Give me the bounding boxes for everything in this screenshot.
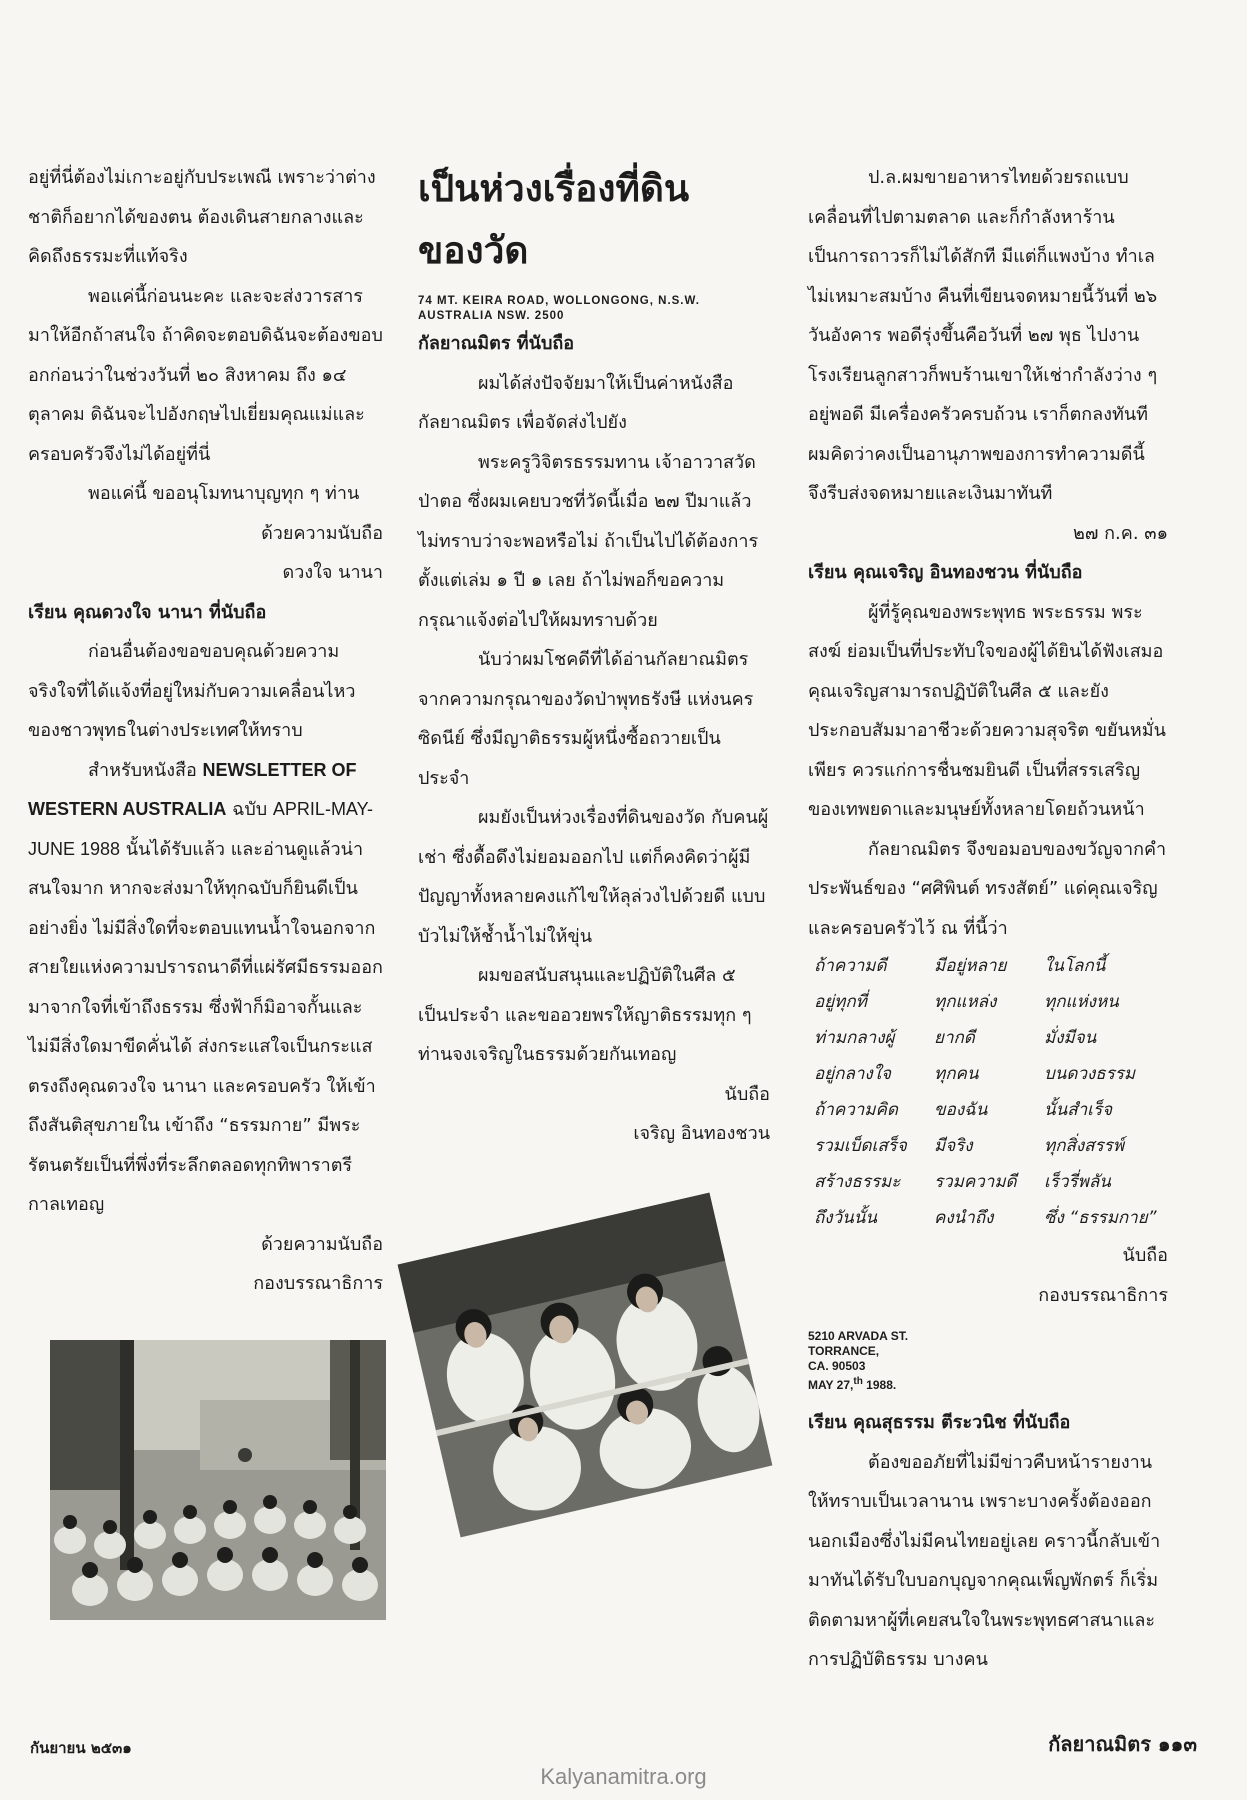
title-line: เป็นห่วงเรื่องที่ดิน [418, 167, 690, 210]
reply-paragraph [28, 751, 383, 1225]
poem-verse: ท่ามกลางผู้ [814, 1028, 895, 1048]
sender-address: 74 MT. KEIRA ROAD, WOLLONGONG, N.S.W. AUSTRALIA NSW. 2500 [418, 295, 700, 322]
text: สำหรับหนังสือ [88, 759, 197, 781]
date-year: 1988. [866, 1378, 897, 1392]
reply-closing: นับถือ [1122, 1245, 1168, 1266]
poem-verse: นั้นสำเร็จ [1044, 1100, 1113, 1120]
issue-date: APRIL-MAY-JUNE 1988 [28, 799, 373, 859]
poem-verse: ทุกสิ่งสรรพ์ [1044, 1136, 1125, 1156]
poem-verse: บนดวงธรรม [1044, 1064, 1136, 1084]
poem-verse: มั่งมีจน [1044, 1028, 1097, 1048]
poem-verse: รวมความดี [934, 1172, 1017, 1192]
photo-outdoor-meditation [50, 1340, 386, 1620]
poem-verse: ทุกแห่งหน [1044, 992, 1119, 1012]
reply-salutation: เรียน คุณเจริญ อินทองชวน ที่นับถือ [808, 562, 1083, 583]
poem-verse: ถ้าความดี [814, 956, 887, 976]
poem-verse: ยากดี [934, 1028, 975, 1048]
date-suffix: th [853, 1376, 863, 1387]
letter-paragraph: พระครูวิจิตรธรรมทาน เจ้าอาวาสวัดป่าตอ ซึ่งผมเคยบวชที่วัดนี้เมื่อ ๒๗ ปีมาแล้ว ไม่ทราบว่าจะพอหรือไม่ ถ้าเป็นไปได้ต้องการตั้งแต่เล่ม ๑ ปี ๑ เลย ถ้าไม่พอก็ขอความกรุณาแจ้งต่อไปให้ผมทราบด้วย [418, 451, 759, 631]
letter-salutation: เรียน คุณสุธรรม ตีระวนิช ที่นับถือ [808, 1412, 1071, 1433]
poem-verse: ในโลกนี้ [1044, 956, 1106, 976]
photo-women-in-white [395, 1185, 775, 1545]
letter-paragraph: พอแค่นี้ ขออนุโมทนาบุญทุก ๆ ท่าน [88, 483, 360, 504]
column-middle [418, 158, 770, 1154]
poem-verse: มีจริง [934, 1136, 973, 1156]
reply-signature: กองบรรณาธิการ [253, 1273, 383, 1294]
poem-verse: มีอยู่หลาย [934, 956, 1007, 976]
text: ฉบับ [232, 799, 268, 820]
address-date [808, 1374, 1168, 1393]
address-line: CA. 90503 [808, 1359, 866, 1373]
poem-verse: สร้างธรรมะ [814, 1172, 901, 1192]
letter-closing: นับถือ [724, 1083, 770, 1105]
poem-verse: รวมเบ็ดเสร็จ [814, 1136, 907, 1156]
article-title [418, 158, 770, 282]
footer-page-number: กัลยาณมิตร ๑๑๓ [1048, 1732, 1197, 1756]
letter-paragraph: อยู่ที่นี่ต้องไม่เกาะอยู่กับประเพณี เพราะว่าต่างชาติก็อยากได้ของตน ต้องเดินสายกลางและคิดถึงธรรมะที่แท้จริง [28, 167, 376, 267]
column-left [28, 158, 383, 1304]
reply-salutation: เรียน คุณดวงใจ นานา ที่นับถือ [28, 601, 267, 623]
date-text: MAY 27, [808, 1378, 854, 1392]
poem-verse: อยู่ทุกที่ [814, 992, 867, 1012]
address-line: 5210 ARVADA ST. [808, 1329, 909, 1343]
title-line: ของวัด [418, 229, 529, 272]
reply-signature: กองบรรณาธิการ [1038, 1284, 1168, 1306]
poem [814, 948, 1168, 1236]
letter-signature: ดวงใจ นานา [282, 562, 383, 583]
reply-paragraph: ผู้ที่รู้คุณของพระพุทธ พระธรรม พระสงฆ์ ย่อมเป็นที่ประทับใจของผู้ได้ยินได้ฟังเสมอ คุณเจริญสามารถปฏิบัติในศีล ๕ และยังประกอบสัมมาอาชีวะด้วยความสุจริต ขยันหมั่นเพียร ควรแก่การชื่นชมยินดี เป็นที่สรรเสริญของเทพยดาและมนุษย์ทั้งหลายโดยถ้วนหน้า [808, 601, 1166, 820]
sender-address-2 [808, 1329, 1168, 1393]
letter-paragraph: ผมขอสนับสนุนและปฏิบัติในศีล ๕ เป็นประจำ และขออวยพรให้ญาติธรรมทุก ๆ ท่านจงเจริญในธรรมด้วยกันเทอญ [418, 965, 752, 1065]
newsletter-name: NEWSLETTER OF WESTERN AUSTRALIA [28, 759, 357, 819]
reply-closing: ด้วยความนับถือ [261, 1233, 383, 1255]
poem-verse: ซึ่ง “ธรรมกาย” [1044, 1208, 1157, 1228]
text: นั้นได้รับแล้ว และอ่านดูแล้วน่าสนใจมาก หากจะส่งมาให้ทุกฉบับก็ยินดีเป็นอย่างยิ่ง ไม่มีสิ่งใดที่จะตอบแทนน้ำใจนอกจากสายใยแห่งความปรารถนาดีที่แผ่รัศมีธรรมออกมาจากใจที่เข้าถึงธรรม ซึ่งฟ้าก็มิอาจกั้นและไม่มีสิ่งใดมาขีดคั่นได้ ส่งกระแสใจเป็นกระแสตรงถึงคุณดวงใจ นานา และครอบครัว ให้เข้าถึงสันติสุขภายใน เข้าถึง “ธรรมกาย” มีพระรัตนตรัยเป็นที่พึ่งที่ระลึกตลอดทุกทิพาราตรีกาลเทอญ [28, 838, 383, 1215]
letter-closing: ด้วยความนับถือ [261, 522, 383, 544]
letter-salutation: กัลยาณมิตร ที่นับถือ [418, 333, 575, 354]
letter-paragraph: นับว่าผมโชคดีที่ได้อ่านกัลยาณมิตรจากความกรุณาของวัดป่าพุทธรังษี แห่งนครซิดนีย์ ซึ่งมีญาติธรรมผู้หนึ่งซื้อถวายเป็นประจำ [418, 649, 754, 789]
poem-verse: ของฉัน [934, 1100, 988, 1120]
letter-paragraph: ต้องขออภัยที่ไม่มีข่าวคืบหน้ารายงานให้ทราบเป็นเวลานาน เพราะบางครั้งต้องออกนอกเมืองซึ่งไม่มีคนไทยอยู่เลย คราวนี้กลับเข้ามาทันได้รับใบบอกบุญจากคุณเพ็ญพักตร์ ก็เริ่มติดตามหาผู้ที่เคยสนใจในพระพุทธศาสนาและการปฏิบัติธรรม บางคน [808, 1451, 1161, 1670]
poem-verse: ถึงวันนั้น [814, 1208, 878, 1228]
poem-verse: เร็วรี่พลัน [1044, 1172, 1111, 1192]
poem-verse: คงนำถึง [934, 1208, 994, 1228]
poem-verse: อยู่กลางใจ [814, 1064, 891, 1084]
reply-paragraph: กัลยาณมิตร จึงขอมอบของขวัญจากคำประพันธ์ของ “ศศิพินต์ ทรงสัตย์” แด่คุณเจริญและครอบครัวไว้ ณ ที่นี้ว่า [808, 838, 1167, 939]
watermark: Kalyanamitra.org [540, 1764, 707, 1789]
postscript-paragraph: ป.ล.ผมขายอาหารไทยด้วยรถแบบเคลื่อนที่ไปตามตลาด และก็กำลังหาร้านเป็นการถาวรก็ไม่ได้สักที มีแต่ก็แพงบ้าง ทำเลไม่เหมาะสมบ้าง คืนที่เขียนจดหมายนี้วันที่ ๒๖ วันอังคาร พอดีรุ่งขึ้นคือวันที่ ๒๗ พุธ ไปงานโรงเรียนลูกสาวก็พบร้านเขาให้เช่ากำลังว่าง ๆ อยู่พอดี มีเครื่องครัวครบถ้วน เราก็ตกลงทันที ผมคิดว่าคงเป็นอานุภาพของการทำความดีนี้ จึงรีบส่งจดหมายและเงินมาทันที [808, 167, 1158, 504]
reply-paragraph: ก่อนอื่นต้องขอขอบคุณด้วยความจริงใจที่ได้แจ้งที่อยู่ใหม่กับความเคลื่อนไหวของชาวพุทธในต่างประเทศให้ทราบ [28, 641, 356, 741]
address-line: TORRANCE, [808, 1344, 880, 1358]
column-right [808, 158, 1168, 1680]
letter-date: ๒๗ ก.ค. ๓๑ [1073, 522, 1168, 544]
letter-paragraph: ผมยังเป็นห่วงเรื่องที่ดินของวัด กับคนผู้เช่า ซึ่งดื้อดึงไม่ยอมออกไป แต่ก็คงคิดว่าผู้มีปัญญาทั้งหลายคงแก้ไขให้ลุล่วงไปด้วยดี แบบบัวไม่ให้ช้ำน้ำไม่ให้ขุ่น [418, 807, 769, 947]
poem-verse: ถ้าความคิด [814, 1100, 898, 1120]
poem-verse: ทุกแหล่ง [934, 992, 997, 1012]
letter-paragraph: พอแค่นี้ก่อนนะคะ และจะส่งวารสารมาให้อีกถ้าสนใจ ถ้าคิดจะตอบดิฉันจะต้องขอบอกก่อนว่าในช่วงวันที่ ๒๐ สิงหาคม ถึง ๑๔ ตุลาคม ดิฉันจะไปอังกฤษไปเยี่ยมคุณแม่และครอบครัวจึงไม่ได้อยู่ที่นี่ [28, 285, 383, 465]
letter-signature: เจริญ อินทองชวน [633, 1123, 770, 1144]
poem-verse: ทุกคน [934, 1064, 979, 1084]
letter-paragraph: ผมได้ส่งปัจจัยมาให้เป็นค่าหนังสือกัลยาณมิตร เพื่อจัดส่งไปยัง [418, 372, 734, 433]
footer-issue-date: กันยายน ๒๕๓๑ [30, 1739, 132, 1757]
